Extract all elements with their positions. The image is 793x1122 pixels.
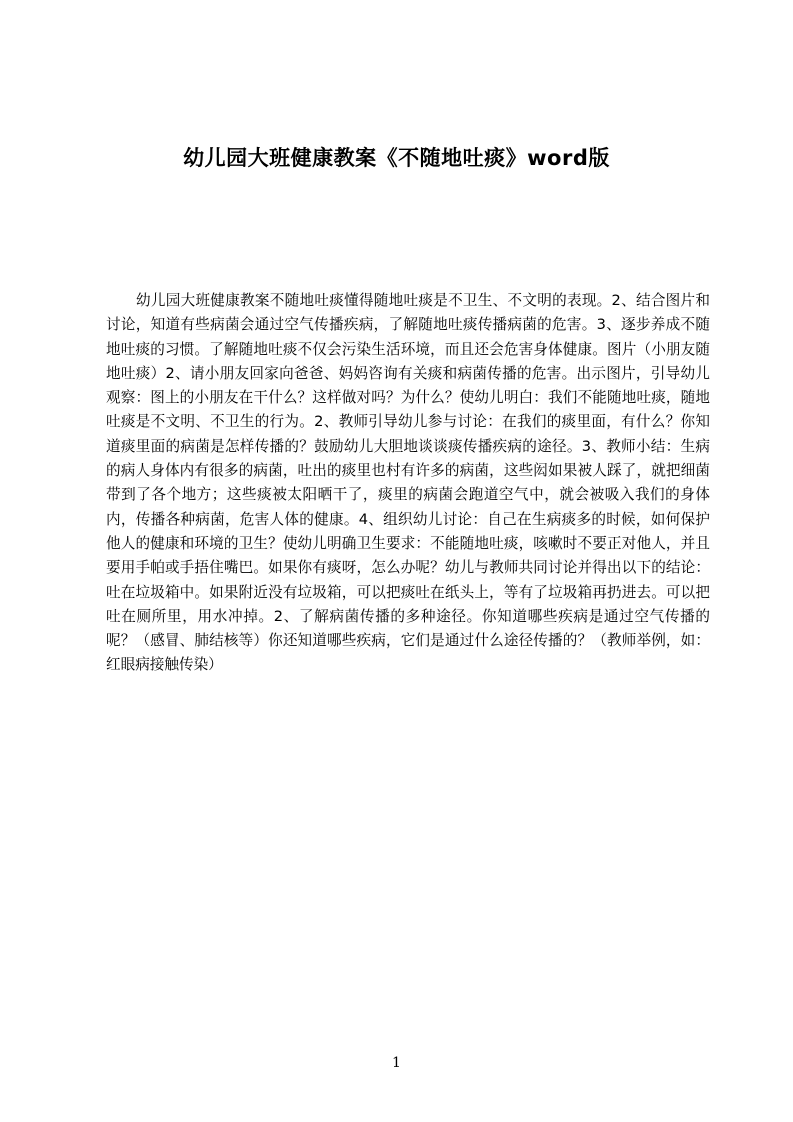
document-title: 幼儿园大班健康教案《不随地吐痰》word版	[183, 146, 610, 170]
page-number: 1	[392, 1055, 401, 1071]
body-paragraph: 幼儿园大班健康教案不随地吐痰懂得随地吐痰是不卫生、不文明的表现。2、结合图片和讨论，知道有些病菌会通过空气传播疾病，了解随地吐痰传播病菌的危害。3、逐步养成不随地吐痰的习惯。了解随地吐痰不仅会污染生活环境，而且还会危害身体健康。图片（小朋友随地吐痰）2、请小朋友回家向爸爸、妈妈咨询有关痰和病菌传播的危害。出示图片，引导幼儿观察：图上的小朋友在干什么？这样做对吗？为什么？使幼儿明白：我们不能随地吐痰，随地吐痰是不文明、不卫生的行为。2、教师引导幼儿参与讨论：在我们的痰里面，有什么？你知道痰里面的病菌是怎样传播的？鼓励幼儿大胆地谈谈痰传播疾病的途径。3、教师小结：生病的病人身体内有很多的病菌，吐出的痰里也村有许多的病菌，这些闳如果被人踩了，就把细菌带到了各个地方；这些痰被太阳晒干了，痰里的病菌会跑道空气中，就会被吸入我们的身体内，传播各种病菌，危害人体的健康。4、组织幼儿讨论：自己在生病痰多的时候，如何保护他人的健康和环境的卫生？使幼儿明确卫生要求：不能随地吐痰，咳嗽时不要正对他人，并且要用手帕或手捂住嘴巴。如果你有痰呀，怎么办呢？幼儿与教师共同讨论并得出以下的结论：吐在垃圾箱中。如果附近没有垃圾箱，可以把痰吐在纸头上，等有了垃圾箱再扔进去。可以把吐在厕所里，用水冲掉。2、了解病菌传播的多种途径。你知道哪些疾病是通过空气传播的呢？（感冒、肺结核等）你还知道哪些疾病，它们是通过什么途径传播的？（教师举例，如：红眼病接触传染）	[106, 292, 710, 674]
